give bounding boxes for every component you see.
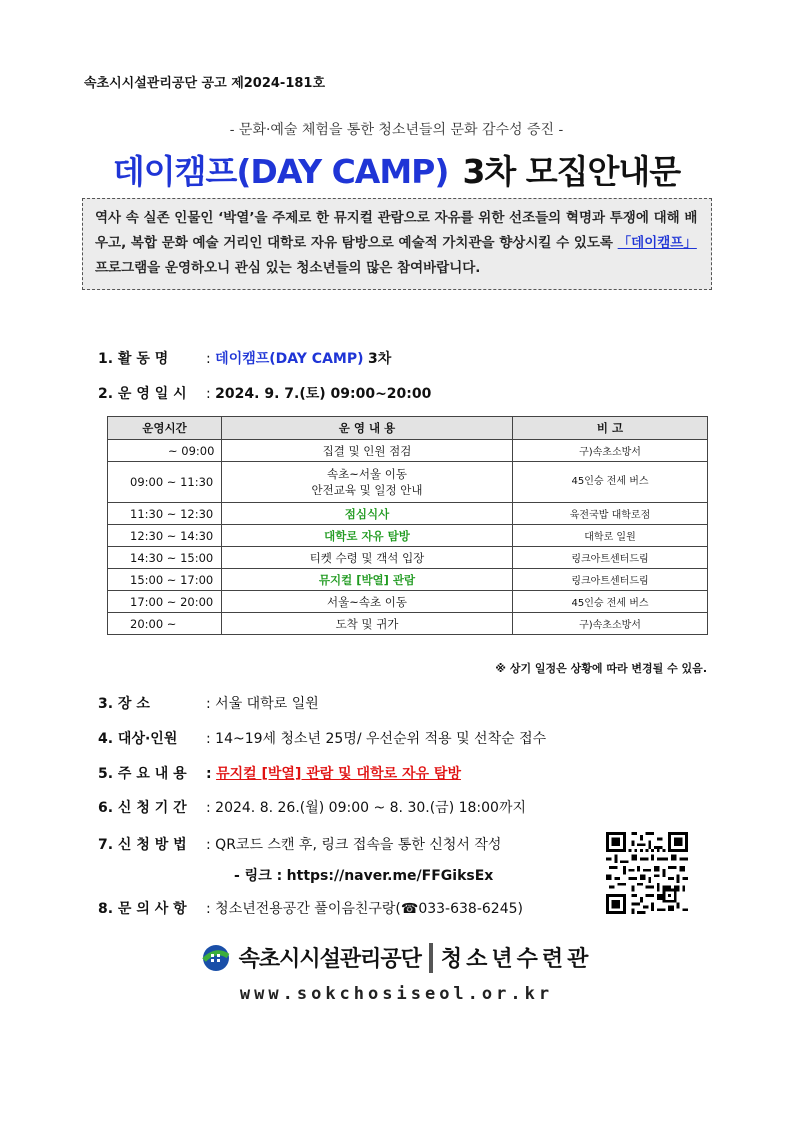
header-content: 운 영 내 용 <box>222 417 513 440</box>
item-method <box>98 834 501 854</box>
row-note: 45인승 전세 버스 <box>513 462 708 503</box>
row-note: 구)속초소방서 <box>513 440 708 462</box>
activity-value: 데이캠프(DAY CAMP) <box>215 351 364 367</box>
table-row <box>108 462 708 503</box>
org-sub-name: 청소년수련관 <box>440 947 593 972</box>
item-separator: : <box>206 766 212 782</box>
table-row <box>108 591 708 613</box>
row-content: 서울~속초 이동 <box>222 591 513 613</box>
page-subtitle: - 문화·예술 체험을 통한 청소년들의 문화 감수성 증진 - <box>229 122 564 138</box>
table-row <box>108 525 708 547</box>
content-value: 뮤지컬 [박열] 관람 및 대학로 자유 탐방 <box>216 766 461 782</box>
item-separator: : <box>206 837 211 853</box>
table-row <box>108 503 708 525</box>
org-logo-icon <box>201 943 231 973</box>
item-separator: : <box>206 351 211 367</box>
title-program-name: 데이캠프(DAY CAMP) <box>112 152 449 191</box>
table-row <box>108 440 708 462</box>
period-value: 2024. 8. 26.(월) 09:00 ~ 8. 30.(금) 18:00까지 <box>215 800 527 816</box>
org-name: 속초시시설관리공단 <box>238 947 421 972</box>
item-place <box>98 693 319 713</box>
header-note: 비 고 <box>513 417 708 440</box>
row-note: 45인승 전세 버스 <box>513 591 708 613</box>
website-url[interactable]: www.sokchosiseol.or.kr <box>239 984 554 1004</box>
row-note: 대학로 일원 <box>513 525 708 547</box>
row-note: 구)속초소방서 <box>513 613 708 635</box>
intro-text-before: 역사 속 실존 인물인 ‘박열’을 주제로 한 뮤지컬 관람으로 자유를 위한 선조들의 혁명과 투쟁에 대해 배우고, 복합 문화 예술 거리인 대학로 자유 탐방으로 예술적 가치관을 향상시킬 수 있도록 <box>95 210 698 251</box>
item-period <box>98 797 526 817</box>
row-time: 12:30 ~ 14:30 <box>108 525 222 547</box>
table-header-row <box>108 417 708 440</box>
application-link[interactable]: https://naver.me/FFGiksEx <box>286 868 494 884</box>
activity-round: 3차 <box>367 351 392 367</box>
row-content: 도착 및 귀가 <box>222 613 513 635</box>
footer-logo <box>0 942 793 973</box>
method-value: QR코드 스캔 후, 링크 접속을 통한 신청서 작성 <box>215 837 502 853</box>
item-label: 6. 신 청 기 간 <box>98 800 187 816</box>
row-time: 15:00 ~ 17:00 <box>108 569 222 591</box>
link-label: - 링크 : <box>234 868 283 884</box>
item-label: 4. 대상·인원 <box>98 731 178 747</box>
row-time: 11:30 ~ 12:30 <box>108 503 222 525</box>
item-separator: : <box>206 731 211 747</box>
item-target <box>98 728 546 748</box>
item-label: 3. 장 소 <box>98 696 150 712</box>
row-time: ~ 09:00 <box>108 440 222 462</box>
place-value: 서울 대학로 일원 <box>215 696 319 712</box>
row-note: 링크아트센터드림 <box>513 569 708 591</box>
item-content <box>98 763 461 783</box>
table-row <box>108 569 708 591</box>
item-label: 7. 신 청 방 법 <box>98 837 187 853</box>
row-time: 20:00 ~ <box>108 613 222 635</box>
item-label: 1. 활 동 명 <box>98 351 169 367</box>
intro-box <box>82 198 712 290</box>
application-link-row <box>234 865 493 885</box>
item-label: 2. 운 영 일 시 <box>98 386 187 402</box>
intro-text-after: 프로그램을 운영하오니 관심 있는 청소년들의 많은 참여바랍니다. <box>95 260 481 276</box>
item-label: 5. 주 요 내 용 <box>98 766 187 782</box>
row-time: 14:30 ~ 15:00 <box>108 547 222 569</box>
title-rest: 3차 모집안내문 <box>462 152 681 191</box>
row-content <box>222 462 513 503</box>
row-content: 점심식사 <box>222 503 513 525</box>
target-value: 14~19세 청소년 25명/ 우선순위 적용 및 선착순 접수 <box>215 731 547 747</box>
contact-value: 청소년전용공간 풀이음친구랑(☎033-638-6245) <box>215 901 523 917</box>
item-separator: : <box>206 386 211 402</box>
item-contact <box>98 898 523 918</box>
item-separator: : <box>206 901 211 917</box>
schedule-table <box>107 416 708 635</box>
row-content: 집결 및 인원 점검 <box>222 440 513 462</box>
item-separator: : <box>206 696 211 712</box>
row-note: 육전국밥 대학로점 <box>513 503 708 525</box>
table-row <box>108 613 708 635</box>
page-title <box>0 146 793 193</box>
item-activity <box>98 348 391 368</box>
row-content-line2: 안전교육 및 일정 안내 <box>311 483 423 497</box>
footer-divider <box>429 943 433 973</box>
date-value: 2024. 9. 7.(토) 09:00~20:00 <box>215 386 432 402</box>
notice-number: 속초시시설관리공단 공고 제2024-181호 <box>84 76 326 91</box>
header-time: 운영시간 <box>108 417 222 440</box>
item-date <box>98 383 431 403</box>
row-note: 링크아트센터드림 <box>513 547 708 569</box>
item-separator: : <box>206 800 211 816</box>
item-label: 8. 문 의 사 항 <box>98 901 187 917</box>
qr-code-icon[interactable] <box>606 832 688 914</box>
schedule-footnote: ※ 상기 일정은 상황에 따라 변경될 수 있음. <box>495 662 707 675</box>
row-content: 티켓 수령 및 객석 입장 <box>222 547 513 569</box>
row-time: 09:00 ~ 11:30 <box>108 462 222 503</box>
intro-highlight: 「데이캠프」 <box>617 235 697 251</box>
row-content: 대학로 자유 탐방 <box>222 525 513 547</box>
row-time: 17:00 ~ 20:00 <box>108 591 222 613</box>
table-row <box>108 547 708 569</box>
row-content: 뮤지컬 [박열] 관람 <box>222 569 513 591</box>
row-content-line1: 속초~서울 이동 <box>327 467 407 481</box>
